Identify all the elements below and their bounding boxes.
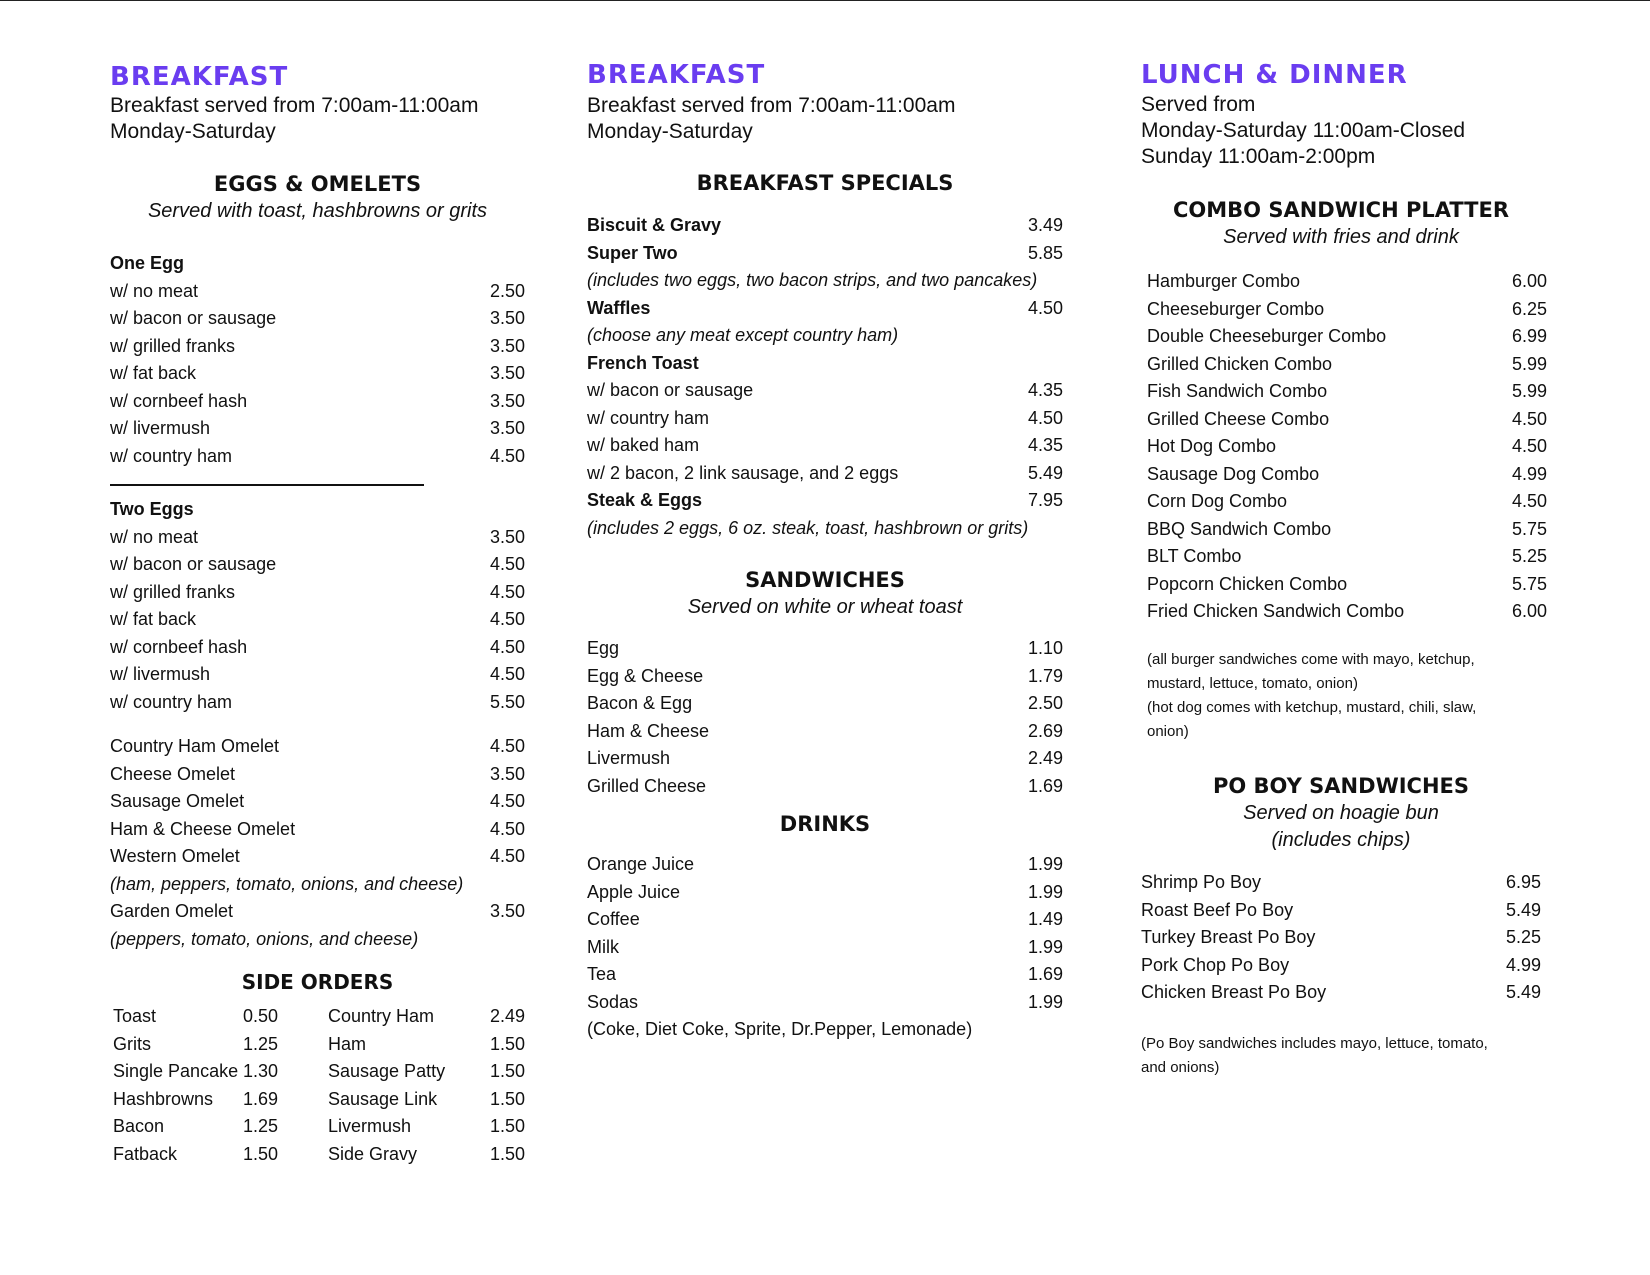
menu-item	[110, 333, 525, 361]
item-price: 5.50	[489, 691, 525, 712]
item-name: Popcorn Chicken Combo	[1147, 573, 1348, 594]
menu-item-garden-omelet	[110, 898, 525, 926]
note-text: (includes 2 eggs, 6 oz. steak, toast, hashbrown or grits)	[587, 517, 1029, 538]
item-price: 4.50	[1511, 491, 1547, 511]
item-price: 4.50	[489, 554, 525, 574]
western-note-text: (ham, peppers, tomato, onions, and cheese)	[110, 873, 464, 894]
item-name: Toast	[113, 1006, 157, 1026]
item-name: Ham & Cheese	[587, 720, 710, 741]
menu-item	[110, 305, 525, 333]
menu-item	[110, 689, 525, 717]
menu-item	[1141, 869, 1541, 897]
menu-item	[587, 690, 1063, 718]
item-price: 1.99	[1027, 991, 1063, 1012]
item-name: w/ cornbeef hash	[110, 636, 248, 657]
item-name: Waffles	[587, 297, 651, 318]
item-name: Sausage Dog Combo	[1147, 463, 1320, 484]
item-name: Milk	[587, 936, 619, 957]
garden-note	[110, 926, 525, 954]
item-name: Coffee	[587, 909, 640, 929]
steak-note	[587, 515, 1063, 543]
item-name: Biscuit & Gravy	[587, 215, 722, 235]
menu-item	[587, 851, 1063, 879]
item-name: Fatback	[113, 1143, 178, 1164]
side-orders-heading: SIDE ORDERS	[241, 970, 394, 994]
item-name: Sausage Link	[328, 1088, 438, 1109]
item-price: 5.25	[1511, 546, 1547, 566]
menu-item	[110, 551, 525, 579]
item-name: Single Pancake	[113, 1061, 239, 1081]
item-name: Hot Dog Combo	[1147, 436, 1277, 456]
item-price: 1.99	[1027, 881, 1063, 902]
item-price: 6.99	[1511, 326, 1547, 346]
item-name: Hamburger Combo	[1147, 271, 1301, 291]
item-name: Corn Dog Combo	[1147, 491, 1288, 511]
note-line: and onions)	[1141, 1059, 1220, 1076]
menu-item	[110, 415, 525, 443]
item-price: 5.99	[1511, 353, 1547, 374]
item-price: 3.50	[489, 526, 525, 547]
item-name: Egg	[587, 638, 620, 658]
item-name: Cheeseburger Combo	[1147, 298, 1325, 319]
french-toast-label: French Toast	[587, 352, 699, 373]
item-name: Double Cheeseburger Combo	[1147, 326, 1387, 346]
combo-subheading: Served with fries and drink	[1223, 226, 1459, 248]
omelets-list	[110, 733, 525, 953]
menu-item-waffles	[587, 295, 1063, 323]
item-price: 5.99	[1511, 381, 1547, 401]
hours-line-1: Breakfast served from 7:00am-11:00am	[587, 94, 956, 117]
menu-item	[328, 1113, 525, 1141]
item-price: 1.50	[489, 1088, 525, 1109]
breakfast-specials-list	[587, 212, 1063, 542]
item-price: 1.79	[1027, 665, 1063, 686]
item-price: 3.50	[489, 390, 525, 411]
combo-heading: COMBO SANDWICH PLATTER	[1172, 198, 1510, 222]
item-name: w/ livermush	[110, 664, 211, 684]
item-price: 3.50	[489, 363, 525, 383]
item-name: Sausage Omelet	[110, 791, 245, 811]
menu-item	[328, 1141, 525, 1169]
item-price: 4.50	[489, 581, 525, 602]
waffles-note	[587, 322, 1063, 350]
item-price: 3.50	[489, 418, 525, 438]
menu-item	[587, 934, 1063, 962]
item-price: 4.50	[1511, 436, 1547, 456]
menu-item	[1147, 461, 1547, 489]
menu-item	[110, 761, 525, 789]
item-price: 5.49	[1027, 462, 1063, 483]
menu-item	[1147, 516, 1547, 544]
item-price: 2.50	[489, 280, 525, 301]
menu-item	[587, 879, 1063, 907]
item-price: 2.69	[1027, 720, 1063, 741]
menu-item	[587, 635, 1063, 663]
drinks-heading: DRINKS	[779, 812, 871, 836]
menu-item	[328, 1031, 525, 1059]
item-price: 4.50	[489, 636, 525, 657]
item-price: 1.50	[242, 1143, 278, 1164]
item-name: w/ no meat	[110, 526, 199, 547]
menu-item	[1141, 897, 1541, 925]
item-name: Hashbrowns	[113, 1088, 214, 1109]
menu-item	[113, 1113, 278, 1141]
menu-item	[110, 388, 525, 416]
poboy-subheading-2: (includes chips)	[1271, 829, 1411, 851]
menu-item	[113, 1003, 278, 1031]
item-name: w/ country ham	[110, 691, 233, 712]
menu-item	[587, 989, 1063, 1017]
item-name: Cheese Omelet	[110, 763, 236, 784]
hours-line-2: Monday-Saturday 11:00am-Closed	[1141, 119, 1466, 142]
item-price: 1.99	[1027, 936, 1063, 957]
item-name: Livermush	[328, 1116, 412, 1136]
item-name: w/ grilled franks	[110, 335, 236, 356]
item-name: BBQ Sandwich Combo	[1147, 518, 1332, 539]
item-price: 4.50	[489, 846, 525, 866]
note-line: (all burger sandwiches come with mayo, ketchup,	[1147, 651, 1475, 668]
menu-item	[110, 788, 525, 816]
menu-item	[1141, 924, 1541, 952]
item-price: 2.50	[1027, 693, 1063, 713]
one-egg-list	[110, 250, 525, 470]
note-text: (choose any meat except country ham)	[587, 325, 899, 345]
hours-line-3: Sunday 11:00am-2:00pm	[1141, 145, 1376, 168]
item-name: Ham & Cheese Omelet	[110, 818, 296, 839]
item-name: w/ fat back	[110, 363, 197, 383]
item-name: w/ country ham	[587, 407, 710, 428]
item-name: Country Ham Omelet	[110, 736, 280, 756]
hours-line-2: Monday-Saturday	[587, 120, 753, 143]
item-name: w/ no meat	[110, 280, 199, 301]
eggs-omelets-heading: EGGS & OMELETS	[213, 172, 422, 196]
item-price: 4.50	[489, 736, 525, 756]
item-name: Side Gravy	[328, 1143, 418, 1164]
drinks-list	[587, 851, 1063, 1044]
item-price: 4.50	[489, 445, 525, 466]
menu-item	[110, 816, 525, 844]
menu-item	[110, 606, 525, 634]
side-orders-right	[328, 1003, 525, 1168]
side-orders-left	[113, 1003, 278, 1168]
item-price: 6.25	[1511, 298, 1547, 319]
note-text: (includes two eggs, two bacon strips, and two pancakes)	[587, 270, 1038, 290]
menu-item	[587, 718, 1063, 746]
menu-item	[110, 524, 525, 552]
item-price: 5.75	[1511, 573, 1547, 594]
menu-item	[1147, 598, 1547, 626]
menu-item	[1147, 323, 1547, 351]
menu-item	[587, 961, 1063, 989]
item-price: 4.35	[1027, 380, 1063, 400]
combo-list	[1147, 268, 1547, 626]
item-name: Fish Sandwich Combo	[1147, 381, 1328, 401]
two-eggs-list	[110, 496, 525, 716]
item-price: 4.50	[489, 609, 525, 629]
menu-item	[110, 661, 525, 689]
item-name: Orange Juice	[587, 854, 695, 874]
menu-item	[587, 745, 1063, 773]
item-name: w/ fat back	[110, 609, 197, 629]
item-price: 1.69	[242, 1088, 278, 1109]
menu-item	[328, 1086, 525, 1114]
menu-item	[113, 1058, 278, 1086]
one-egg-label: One Egg	[110, 253, 185, 273]
item-price: 1.30	[242, 1061, 278, 1081]
menu-item	[1141, 952, 1541, 980]
item-price: 1.25	[242, 1116, 278, 1136]
poboy-heading: PO BOY SANDWICHES	[1213, 774, 1469, 798]
menu-item	[1147, 296, 1547, 324]
menu-item	[113, 1086, 278, 1114]
item-name: Chicken Breast Po Boy	[1141, 982, 1327, 1002]
item-name: Grilled Cheese Combo	[1147, 408, 1330, 429]
menu-item	[110, 443, 525, 471]
item-price: 1.10	[1027, 638, 1063, 658]
item-name: Country Ham	[328, 1006, 435, 1026]
item-price: 4.50	[1027, 407, 1063, 428]
item-name: Tea	[587, 964, 617, 984]
item-price: 4.50	[489, 664, 525, 684]
item-name: w/ baked ham	[587, 435, 700, 455]
item-name: w/ country ham	[110, 445, 233, 466]
menu-item	[587, 906, 1063, 934]
menu-item	[113, 1031, 278, 1059]
item-price: 4.50	[489, 818, 525, 839]
item-name: Grilled Chicken Combo	[1147, 353, 1333, 374]
poboy-subheading-1: Served on hoagie bun	[1243, 802, 1439, 824]
item-price: 3.50	[489, 335, 525, 356]
menu-item	[1141, 979, 1541, 1007]
menu-item	[110, 278, 525, 306]
garden-note-text: (peppers, tomato, onions, and cheese)	[110, 928, 419, 949]
hours-line-1: Served from	[1141, 93, 1256, 116]
menu-item	[113, 1141, 278, 1169]
item-price: 3.50	[489, 763, 525, 784]
item-price: 1.50	[489, 1061, 525, 1081]
sandwiches-list	[587, 635, 1063, 800]
item-price: 5.85	[1027, 242, 1063, 263]
item-price: 5.75	[1511, 518, 1547, 539]
note-line: onion)	[1147, 723, 1189, 740]
burger-note	[1147, 648, 1476, 744]
item-name: Pork Chop Po Boy	[1141, 954, 1290, 975]
item-name: w/ grilled franks	[110, 581, 236, 602]
item-price: 3.50	[489, 308, 525, 328]
menu-item	[1147, 406, 1547, 434]
item-price: 4.50	[1027, 297, 1063, 318]
note-line: mustard, lettuce, tomato, onion)	[1147, 675, 1358, 692]
item-name: Apple Juice	[587, 881, 681, 902]
item-price: 4.50	[1511, 408, 1547, 429]
item-price: 2.49	[1027, 748, 1063, 768]
item-price: 1.50	[489, 1033, 525, 1054]
item-price: 7.95	[1027, 490, 1063, 510]
menu-item	[587, 460, 1063, 488]
item-price: 6.00	[1511, 601, 1547, 621]
menu-item-steak-eggs	[587, 487, 1063, 515]
menu-item	[1147, 268, 1547, 296]
note-line: (hot dog comes with ketchup, mustard, chili, slaw,	[1147, 699, 1477, 716]
item-name: Grits	[113, 1033, 151, 1054]
item-price: 1.25	[242, 1033, 278, 1054]
item-name: Grilled Cheese	[587, 775, 707, 796]
item-name: w/ bacon or sausage	[110, 308, 277, 328]
item-price: 0.50	[242, 1006, 278, 1026]
poboy-list	[1141, 869, 1541, 1007]
item-price: 5.49	[1505, 982, 1541, 1002]
item-name: w/ bacon or sausage	[587, 380, 754, 400]
note-line: (Po Boy sandwiches includes mayo, lettuce, tomato,	[1141, 1035, 1488, 1052]
menu-item	[1147, 543, 1547, 571]
menu-item	[1147, 351, 1547, 379]
item-name: Bacon & Egg	[587, 693, 693, 713]
item-price: 4.35	[1027, 435, 1063, 455]
item-name: Turkey Breast Po Boy	[1141, 927, 1316, 947]
item-price: 6.00	[1511, 271, 1547, 291]
menu-item	[587, 773, 1063, 801]
item-name: Western Omelet	[110, 846, 240, 866]
section-title: BREAKFAST	[587, 60, 766, 90]
menu-item	[587, 377, 1063, 405]
hours-line-1: Breakfast served from 7:00am-11:00am	[110, 94, 479, 117]
item-price: 1.49	[1027, 909, 1063, 929]
item-price: 4.99	[1505, 954, 1541, 975]
super-two-note	[587, 267, 1063, 295]
item-price: 5.25	[1505, 927, 1541, 947]
menu-item	[587, 405, 1063, 433]
western-note	[110, 871, 525, 899]
item-price: 3.50	[489, 901, 525, 921]
menu-item	[328, 1003, 525, 1031]
item-name: BLT Combo	[1147, 546, 1242, 566]
menu-item	[587, 432, 1063, 460]
item-price: 1.99	[1027, 854, 1063, 874]
menu-item	[1147, 378, 1547, 406]
item-name: Fried Chicken Sandwich Combo	[1147, 601, 1405, 621]
item-name: Roast Beef Po Boy	[1141, 899, 1294, 920]
top-border	[0, 0, 1650, 1]
menu-item	[328, 1058, 525, 1086]
sodas-note	[587, 1016, 1063, 1044]
menu-item	[1147, 571, 1547, 599]
item-name: Egg & Cheese	[587, 665, 704, 686]
item-name: w/ livermush	[110, 418, 211, 438]
item-name: w/ 2 bacon, 2 link sausage, and 2 eggs	[587, 462, 899, 483]
menu-item	[110, 634, 525, 662]
item-price: 4.50	[489, 791, 525, 811]
item-name: Steak & Eggs	[587, 490, 703, 510]
menu-item	[587, 663, 1063, 691]
menu-item	[110, 843, 525, 871]
note-text: (Coke, Diet Coke, Sprite, Dr.Pepper, Lemonade)	[587, 1019, 973, 1039]
item-price: 2.49	[489, 1006, 525, 1026]
item-name: Ham	[328, 1033, 367, 1054]
item-name: w/ cornbeef hash	[110, 390, 248, 411]
poboy-note	[1141, 1032, 1488, 1080]
sandwiches-heading: SANDWICHES	[745, 568, 905, 592]
item-name: Super Two	[587, 242, 678, 263]
item-price: 1.50	[489, 1143, 525, 1164]
item-name: Bacon	[113, 1116, 165, 1136]
item-name: Sodas	[587, 991, 639, 1012]
item-price: 1.69	[1027, 964, 1063, 984]
item-price: 1.50	[489, 1116, 525, 1136]
section-title: BREAKFAST	[110, 62, 289, 92]
sandwiches-subheading: Served on white or wheat toast	[687, 596, 963, 618]
item-name: Shrimp Po Boy	[1141, 872, 1262, 892]
item-price: 4.99	[1511, 463, 1547, 484]
item-name: Sausage Patty	[328, 1061, 446, 1081]
menu-item	[110, 360, 525, 388]
menu-item-biscuit-gravy	[587, 212, 1063, 240]
item-price: 6.95	[1505, 872, 1541, 892]
menu-item	[110, 733, 525, 761]
item-price: 5.49	[1505, 899, 1541, 920]
menu-item	[110, 579, 525, 607]
hours-line-2: Monday-Saturday	[110, 120, 276, 143]
menu-item	[1147, 488, 1547, 516]
menu-item	[1147, 433, 1547, 461]
item-name: Garden Omelet	[110, 901, 234, 921]
eggs-omelets-subheading: Served with toast, hashbrowns or grits	[147, 200, 488, 222]
menu-item-super-two	[587, 240, 1063, 268]
item-price: 3.49	[1027, 215, 1063, 235]
breakfast-specials-heading: BREAKFAST SPECIALS	[696, 171, 954, 195]
section-title: LUNCH & DINNER	[1141, 60, 1408, 90]
item-name: w/ bacon or sausage	[110, 554, 277, 574]
item-name: Livermush	[587, 748, 671, 768]
item-price: 1.69	[1027, 775, 1063, 796]
divider	[110, 484, 424, 486]
two-eggs-label: Two Eggs	[110, 499, 194, 519]
